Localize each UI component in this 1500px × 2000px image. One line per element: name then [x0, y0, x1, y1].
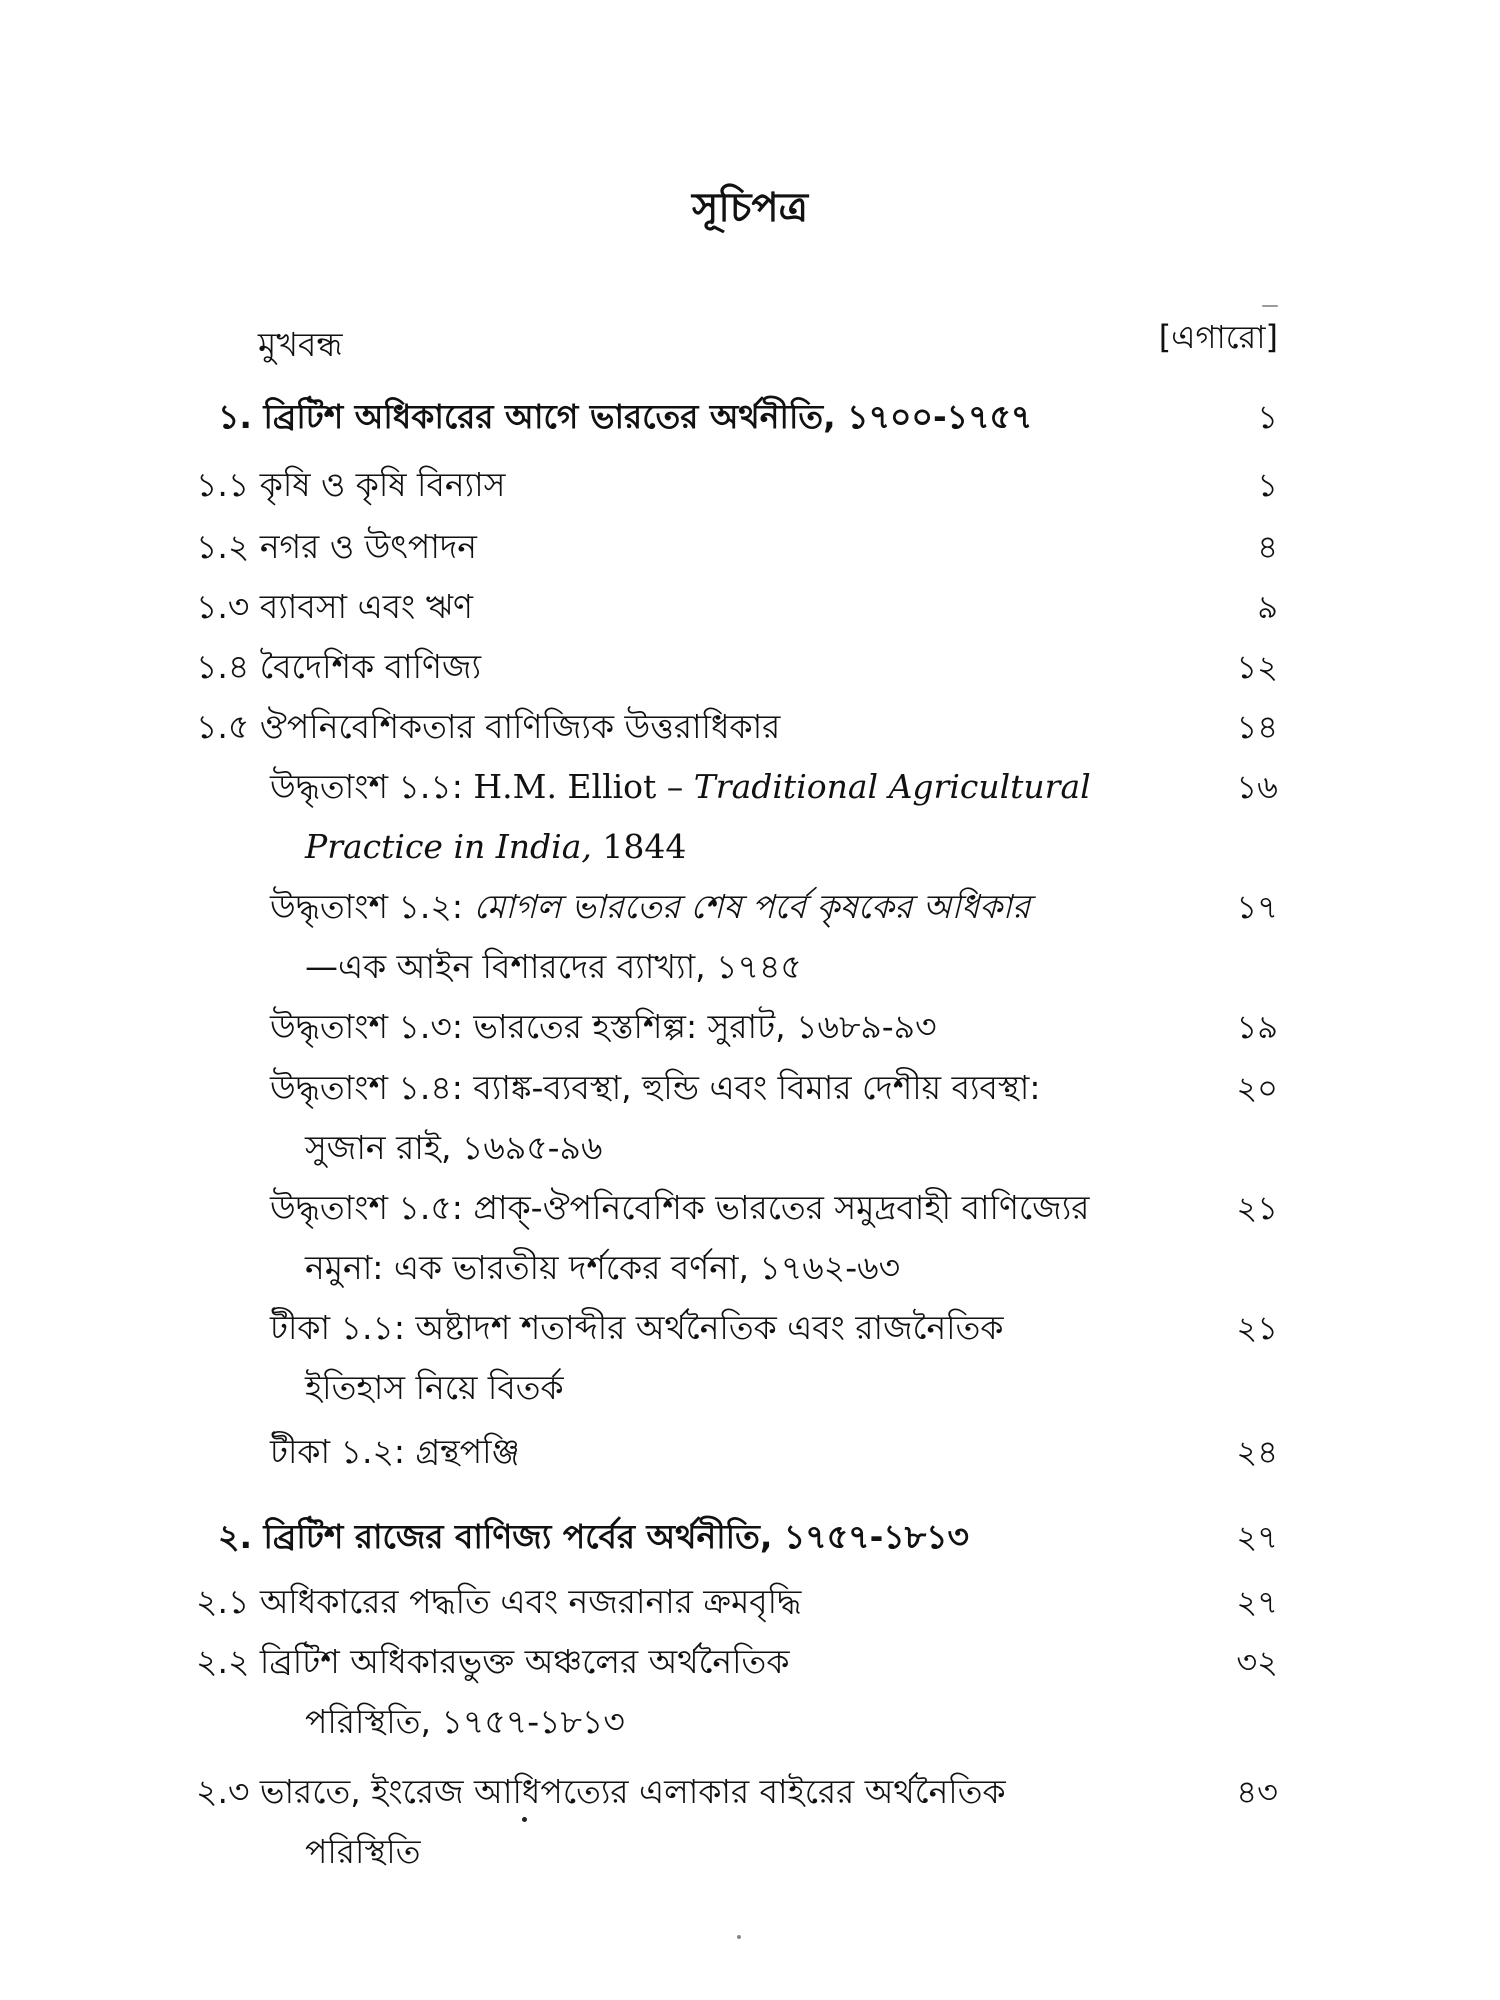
toc-note-1-1-line2: ইতিহাস নিয়ে বিতর্ক — [305, 1368, 564, 1407]
toc-section-2-2: ২.২ ব্রিটিশ অধিকারভুক্ত অঞ্চলের অর্থনৈতিক — [196, 1642, 790, 1681]
toc-page-section-2-2: ৩২ — [1236, 1643, 1278, 1681]
toc-page-excerpt-1-4: ২০ — [1236, 1069, 1278, 1107]
toc-excerpt-1-2-line2: —এক আইন বিশারদের ব্যাখ্যা, ১৭৪৫ — [305, 947, 802, 986]
toc-section-1-1: ১.১ কৃষি ও কৃষি বিন্যাস — [196, 465, 506, 504]
toc-section-1-2: ১.২ নগর ও উৎপাদন — [196, 527, 477, 566]
toc-note-1-1: টীকা ১.১: অষ্টাদশ শতাব্দীর অর্থনৈতিক এবং রাজনৈতিক — [270, 1308, 1004, 1347]
toc-page-chapter-2: ২৭ — [1236, 1518, 1278, 1556]
toc-chapter-1: ১. ব্রিটিশ অধিকারের আগে ভারতের অর্থনীতি, ১৭০০-১৭৫৭ — [218, 397, 1033, 436]
toc-section-1-4: ১.৪ বৈদেশিক বাণিজ্য — [196, 647, 482, 686]
toc-section-1-5: ১.৫ ঔপনিবেশিকতার বাণিজ্যিক উত্তরাধিকার — [196, 707, 781, 746]
page-title: সূচিপত্র — [692, 185, 808, 231]
toc-section-2-2-line2: পরিস্থিতি, ১৭৫৭-১৮১৩ — [305, 1702, 625, 1741]
toc-section-2-1: ২.১ অধিকারের পদ্ধতি এবং নজরানার ক্রমবৃদ্ধি — [196, 1582, 802, 1621]
toc-section-1-3: ১.৩ ব্যাবসা এবং ঋণ — [196, 587, 473, 626]
excerpt-1-1-title: Traditional Agricultural — [693, 767, 1091, 806]
excerpt-1-1-year: 1844 — [591, 827, 687, 866]
toc-excerpt-1-2 — [270, 885, 1030, 929]
toc-section-2-3: ২.৩ ভারতে, ইংরেজ আধিপত্যের এলাকার বাইরের অর্থনৈতিক — [196, 1772, 1006, 1811]
toc-page-section-2-3: ৪৩ — [1236, 1773, 1278, 1811]
toc-excerpt-1-1 — [270, 765, 1091, 809]
toc-page-section-1-5: ১৪ — [1236, 708, 1278, 746]
excerpt-1-2-prefix: উদ্ধৃতাংশ ১.২: — [270, 887, 474, 926]
scan-speck — [1262, 305, 1278, 307]
toc-page-excerpt-1-3: ১৯ — [1236, 1008, 1278, 1046]
excerpt-1-1-prefix: উদ্ধৃতাংশ ১.১: — [270, 767, 474, 806]
toc-excerpt-1-3: উদ্ধৃতাংশ ১.৩: ভারতের হস্তশিল্প: সুরাট, ১৬৮৯-৯৩ — [270, 1007, 937, 1046]
toc-excerpt-1-1-line2 — [305, 825, 686, 869]
toc-excerpt-1-5-line2: নমুনা: এক ভারতীয় দর্শকের বর্ণনা, ১৭৬২-৬৩ — [305, 1248, 901, 1287]
toc-section-2-3-line2: পরিস্থিতি — [305, 1832, 421, 1871]
toc-excerpt-1-4-line2: সুজান রাই, ১৬৯৫-৯৬ — [305, 1128, 603, 1167]
toc-page-excerpt-1-1: ১৬ — [1236, 768, 1278, 806]
scan-speck — [737, 1935, 741, 1939]
toc-page-section-1-2: ৪ — [1257, 528, 1278, 566]
scan-speck — [522, 1817, 527, 1822]
toc-note-1-2: টীকা ১.২: গ্রন্থপঞ্জি — [270, 1432, 520, 1471]
excerpt-1-1-author: H.M. Elliot – — [473, 767, 694, 806]
toc-excerpt-1-5: উদ্ধৃতাংশ ১.৫: প্রাক্-ঔপনিবেশিক ভারতের সমুদ্রবাহী বাণিজ্যের — [270, 1188, 1090, 1227]
toc-chapter-2: ২. ব্রিটিশ রাজের বাণিজ্য পর্বের অর্থনীতি, ১৭৫৭-১৮১৩ — [218, 1517, 970, 1556]
excerpt-1-1-title-cont: Practice in India, — [305, 827, 592, 866]
toc-page-excerpt-1-5: ২১ — [1236, 1189, 1278, 1227]
toc-page-chapter-1: ১ — [1257, 398, 1278, 436]
toc-page-section-1-4: ১২ — [1236, 648, 1278, 686]
toc-page-note-1-1: ২১ — [1236, 1309, 1278, 1347]
toc-page-excerpt-1-2: ১৭ — [1236, 888, 1278, 926]
toc-entry-foreword: মুখবন্ধ — [258, 325, 343, 364]
excerpt-1-2-title: মোগল ভারতের শেষ পর্বে কৃষকের অধিকার — [473, 887, 1031, 926]
toc-page-section-1-3: ৯ — [1257, 588, 1278, 626]
toc-page-note-1-2: ২৪ — [1236, 1433, 1278, 1471]
toc-page-section-2-1: ২৭ — [1236, 1583, 1278, 1621]
toc-page-section-1-1: ১ — [1257, 466, 1278, 504]
toc-excerpt-1-4: উদ্ধৃতাংশ ১.৪: ব্যাঙ্ক-ব্যবস্থা, হুন্ডি এবং বিমার দেশীয় ব্যবস্থা: — [270, 1068, 1041, 1107]
toc-page-foreword: [এগারো] — [1158, 318, 1278, 356]
